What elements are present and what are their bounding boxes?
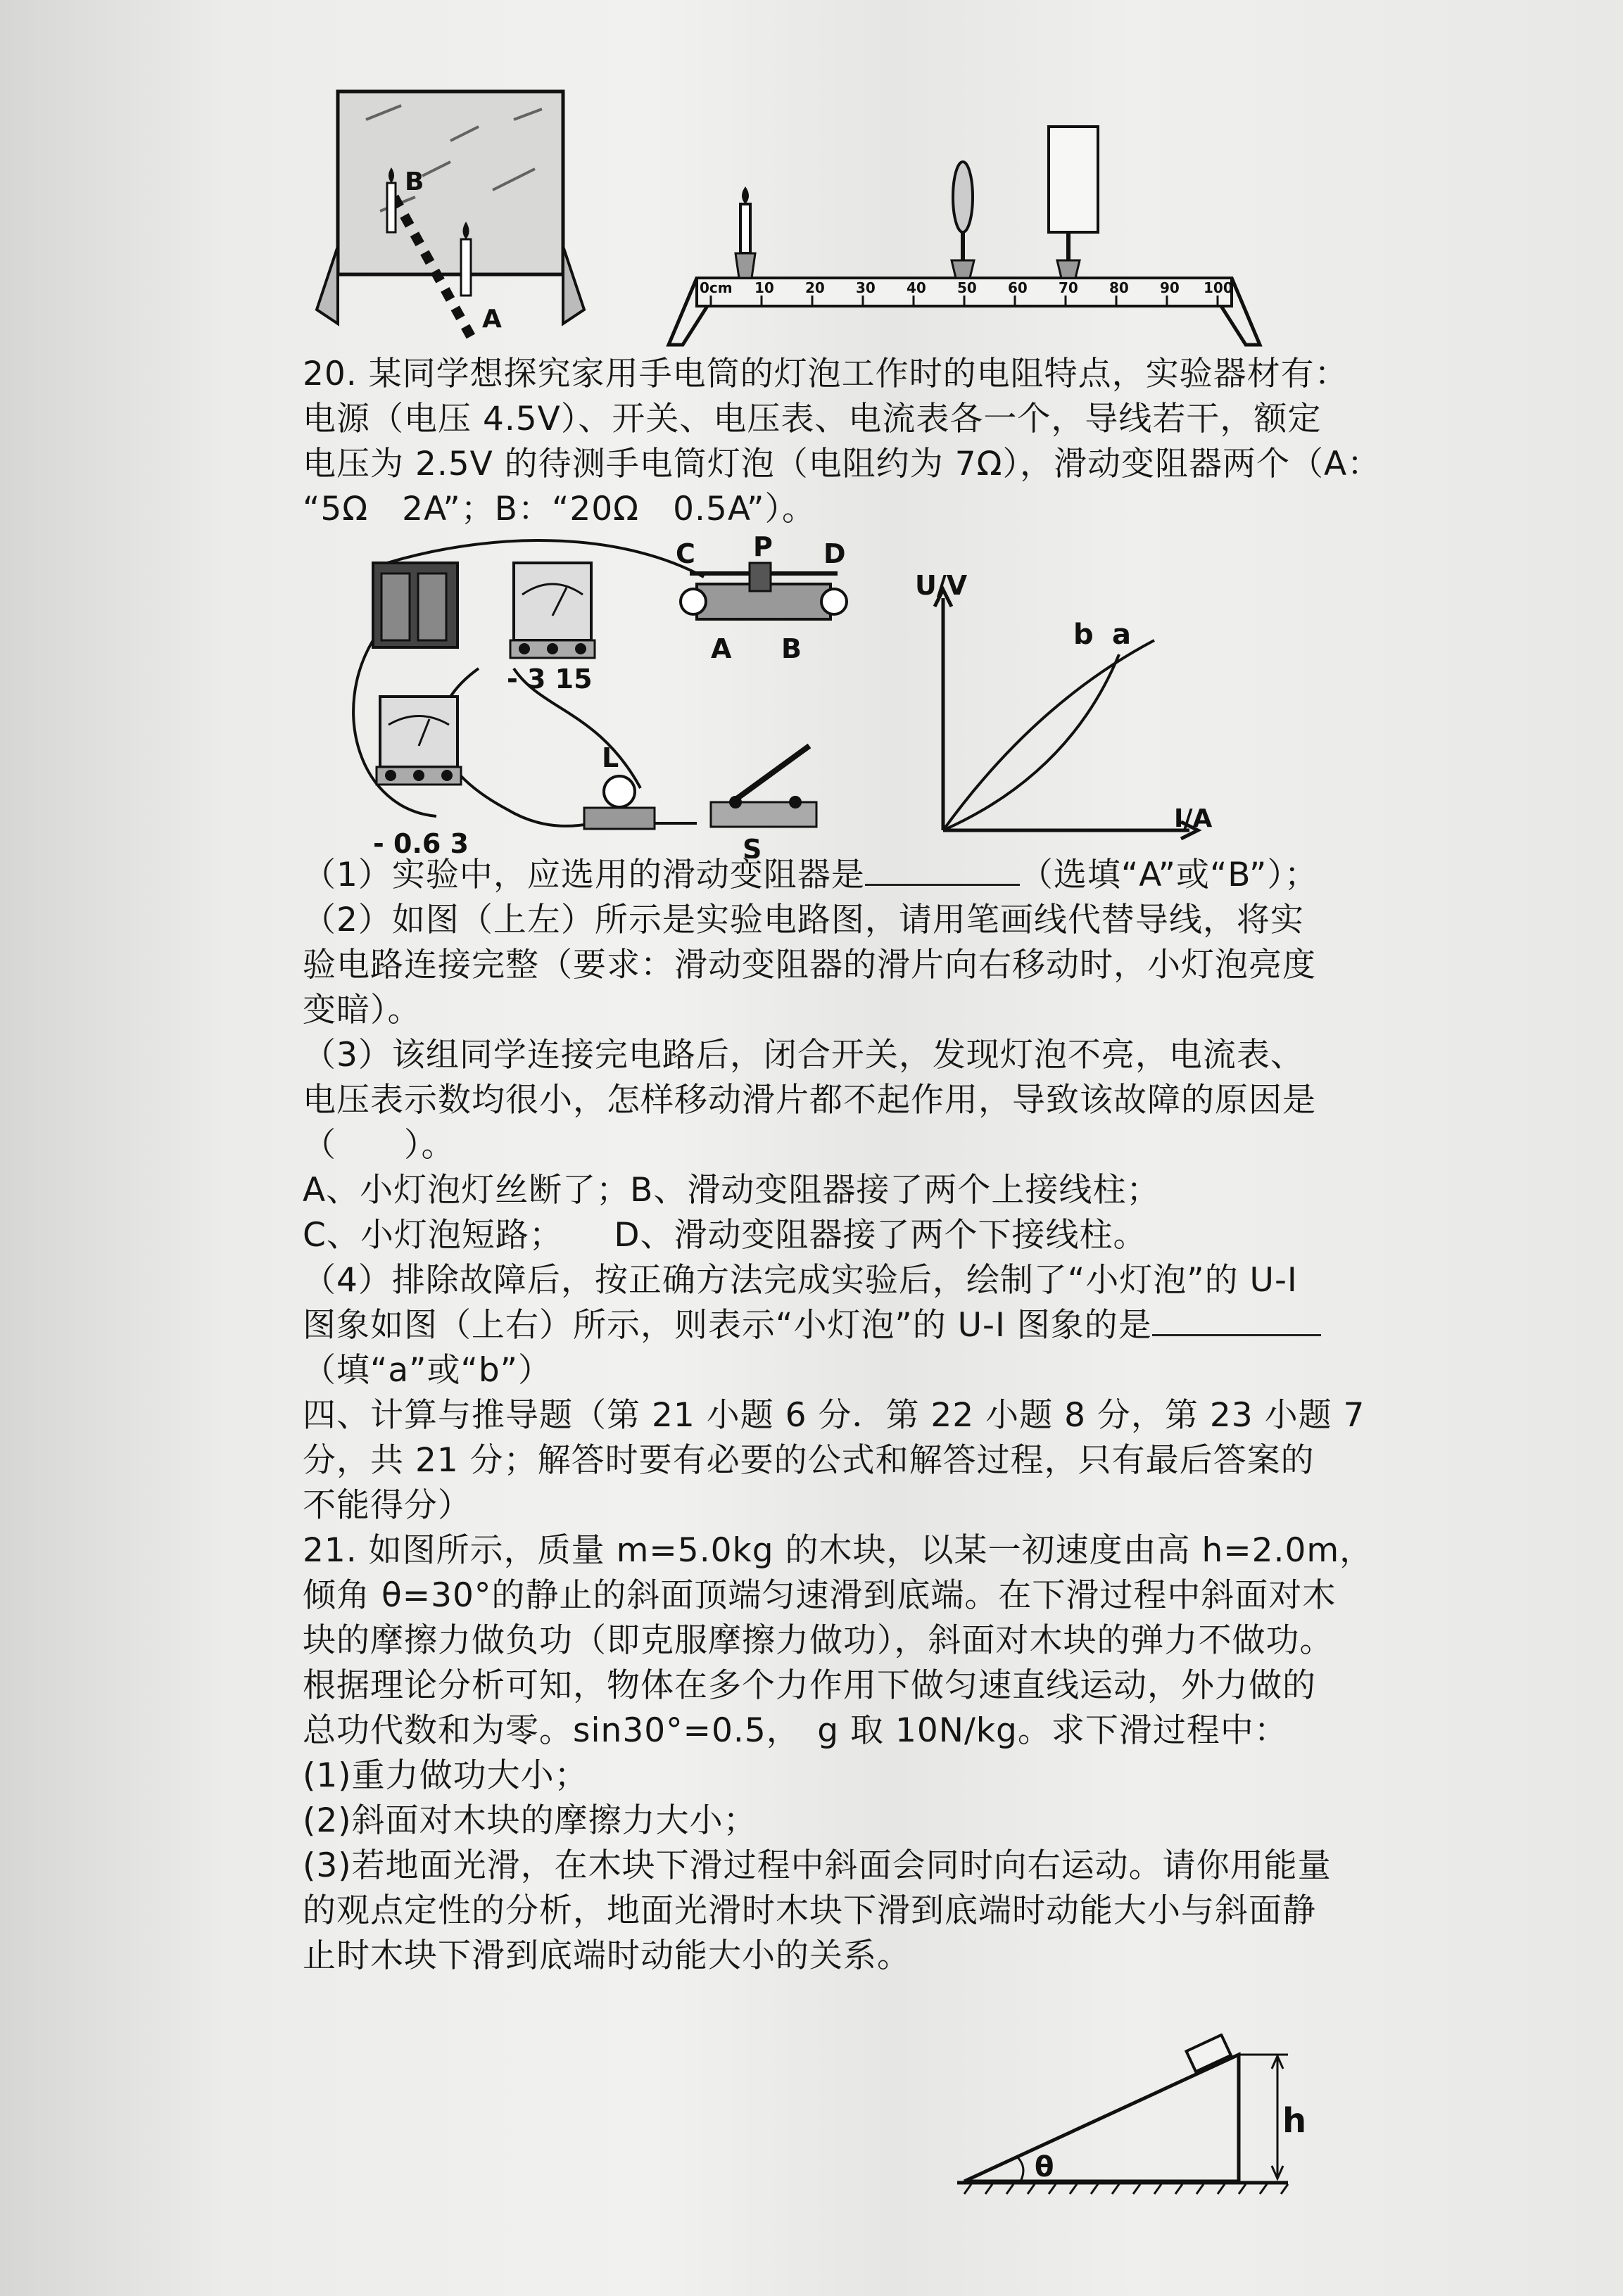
plane-mirror-figure <box>310 77 605 345</box>
q20-p1-a: （1）实验中，应选用的滑动变阻器是 <box>303 856 865 894</box>
q21-line3: 块的摩擦力做负功（即克服摩擦力做功），斜面对木块的弹力不做功。 <box>303 1621 1334 1660</box>
switch-label: S <box>743 834 762 858</box>
q20-p3-line3[interactable]: （ ）。 <box>303 1126 455 1165</box>
battery <box>373 563 457 647</box>
q21-p2: (2)斜面对木块的摩擦力大小； <box>303 1801 757 1840</box>
candle-b-label: B <box>405 167 424 196</box>
q20-p4-line1: （4）排除故障后，按正确方法完成实验后，绘制了“小灯泡”的 U-I <box>303 1261 1298 1300</box>
candle-holder <box>735 186 755 278</box>
q20-p4-line3: （填“a”或“b”） <box>303 1351 552 1390</box>
curve-a <box>943 640 1154 830</box>
q20-subquestions <box>303 853 1323 1393</box>
ruler-tick-30: 30 <box>856 279 876 296</box>
ruler-tick-50: 50 <box>957 279 977 296</box>
ruler-tick-10: 10 <box>754 279 774 296</box>
curve-b <box>943 654 1119 830</box>
section4-line3: 不能得分） <box>303 1486 472 1525</box>
screen-holder <box>1049 127 1098 278</box>
ruler-tick-90: 90 <box>1160 279 1180 296</box>
q20-p2-line2: 验电路连接完整（要求：滑动变阻器的滑片向右移动时，小灯泡亮度 <box>303 946 1316 984</box>
graph-xlabel: I/A <box>1174 804 1213 833</box>
q20-p2-line1: （2）如图（上左）所示是实验电路图，请用笔画线代替导线，将实 <box>303 901 1304 939</box>
q20-options-cd: C、小灯泡短路； D、滑动变阻器接了两个下接线柱。 <box>303 1216 1147 1255</box>
ruler-tick-80: 80 <box>1109 279 1129 296</box>
q21-p3-line3: 止时木块下滑到底端时动能大小的关系。 <box>303 1936 911 1975</box>
lens-holder <box>952 162 974 278</box>
rheostat-p-label: P <box>753 535 773 562</box>
ruler-tick-100: 100 <box>1204 279 1233 296</box>
ruler-tick-20: 20 <box>805 279 825 296</box>
q20-intro <box>303 352 1382 532</box>
incline-figure <box>957 2034 1323 2202</box>
q21-p1: (1)重力做功大小； <box>303 1756 588 1795</box>
graph-ylabel: U/V <box>915 570 968 601</box>
q20-p1-blank[interactable] <box>865 853 1020 886</box>
ui-graph-figure <box>901 563 1225 844</box>
q21-line5: 总功代数和为零。sin30°=0.5， g 取 10N/kg。求下滑过程中： <box>303 1711 1288 1750</box>
rheostat <box>681 563 847 619</box>
ammeter-terminals-label: - 0.6 3 <box>373 828 469 858</box>
curve-b-label: b <box>1073 619 1094 651</box>
q21-p3-line2: 的观点定性的分析，地面光滑时木块下滑到底端时动能大小与斜面静 <box>303 1891 1316 1930</box>
ruler-tick-60: 60 <box>1008 279 1028 296</box>
q20-p2-line3: 变暗）。 <box>303 991 422 1029</box>
q20-line3: 电压为 2.5V 的待测手电筒灯泡（电阻约为 7Ω），滑动变阻器两个（A： <box>303 445 1382 483</box>
lamp-label: L <box>602 742 619 773</box>
q20-p4-line2-text: 图象如图（上右）所示，则表示“小灯泡”的 U-I 图象的是 <box>303 1306 1152 1345</box>
q20-p4-line2 <box>303 1303 1323 1348</box>
q20-options-ab: A、小灯泡灯丝断了；B、滑动变阻器接了两个上接线柱； <box>303 1171 1161 1210</box>
lamp <box>584 776 655 829</box>
height-label: h <box>1282 2101 1307 2140</box>
voltmeter-terminals-label: - 3 15 <box>507 664 593 694</box>
q21 <box>303 1528 1374 1979</box>
q20-line2: 电源（电压 4.5V）、开关、电压表、电流表各一个，导线若干，额定 <box>303 400 1322 438</box>
q20-line4: “5Ω 2A”；B：“20Ω 0.5A”）。 <box>303 490 816 528</box>
curve-a-label: a <box>1112 619 1131 651</box>
q20-p4-blank[interactable] <box>1152 1303 1321 1336</box>
angle-theta-label: θ <box>1035 2151 1054 2183</box>
q21-line4: 根据理论分析可知，物体在多个力作用下做匀速直线运动，外力做的 <box>303 1666 1316 1705</box>
ruler-tick-70: 70 <box>1059 279 1078 296</box>
voltmeter <box>510 563 595 658</box>
section4-line1: 四、计算与推导题（第 21 小题 6 分．第 22 小题 8 分，第 23 小题 7 <box>303 1396 1365 1435</box>
wooden-block <box>1187 2035 1231 2072</box>
optical-bench-figure <box>655 120 1274 359</box>
rheostat-a-label: A <box>711 633 732 664</box>
q21-line2: 倾角 θ=30°的静止的斜面顶端匀速滑到底端。在下滑过程中斜面对木 <box>303 1576 1337 1615</box>
q20-p3-line1: （3）该组同学连接完电路后，闭合开关，发现灯泡不亮，电流表、 <box>303 1036 1304 1074</box>
ruler-tick-40: 40 <box>907 279 926 296</box>
section4-line2: 分，共 21 分；解答时要有必要的公式和解答过程，只有最后答案的 <box>303 1441 1315 1480</box>
ammeter <box>377 697 461 785</box>
q20-line1: 20. 某同学想探究家用手电筒的灯泡工作时的电阻特点，实验器材有： <box>303 355 1349 393</box>
q20-p1 <box>303 853 1323 898</box>
rheostat-c-label: C <box>676 538 695 569</box>
switch <box>711 746 816 827</box>
candle-a-label: A <box>482 305 502 334</box>
section4-heading <box>303 1393 1365 1528</box>
q20-p1-b: （选填“A”或“B”）； <box>1019 856 1318 894</box>
ruler-tick-0: 0cm <box>700 279 733 296</box>
q21-p3-line1: (3)若地面光滑，在木块下滑过程中斜面会同时向右运动。请你用能量 <box>303 1846 1332 1885</box>
rheostat-b-label: B <box>781 633 802 664</box>
rheostat-d-label: D <box>823 538 846 569</box>
circuit-figure <box>331 535 866 858</box>
q21-line1: 21. 如图所示，质量 m=5.0kg 的木块，以某一初速度由高 h=2.0m， <box>303 1531 1374 1570</box>
q20-p3-line2: 电压表示数均很小，怎样移动滑片都不起作用，导致该故障的原因是 <box>303 1081 1316 1120</box>
